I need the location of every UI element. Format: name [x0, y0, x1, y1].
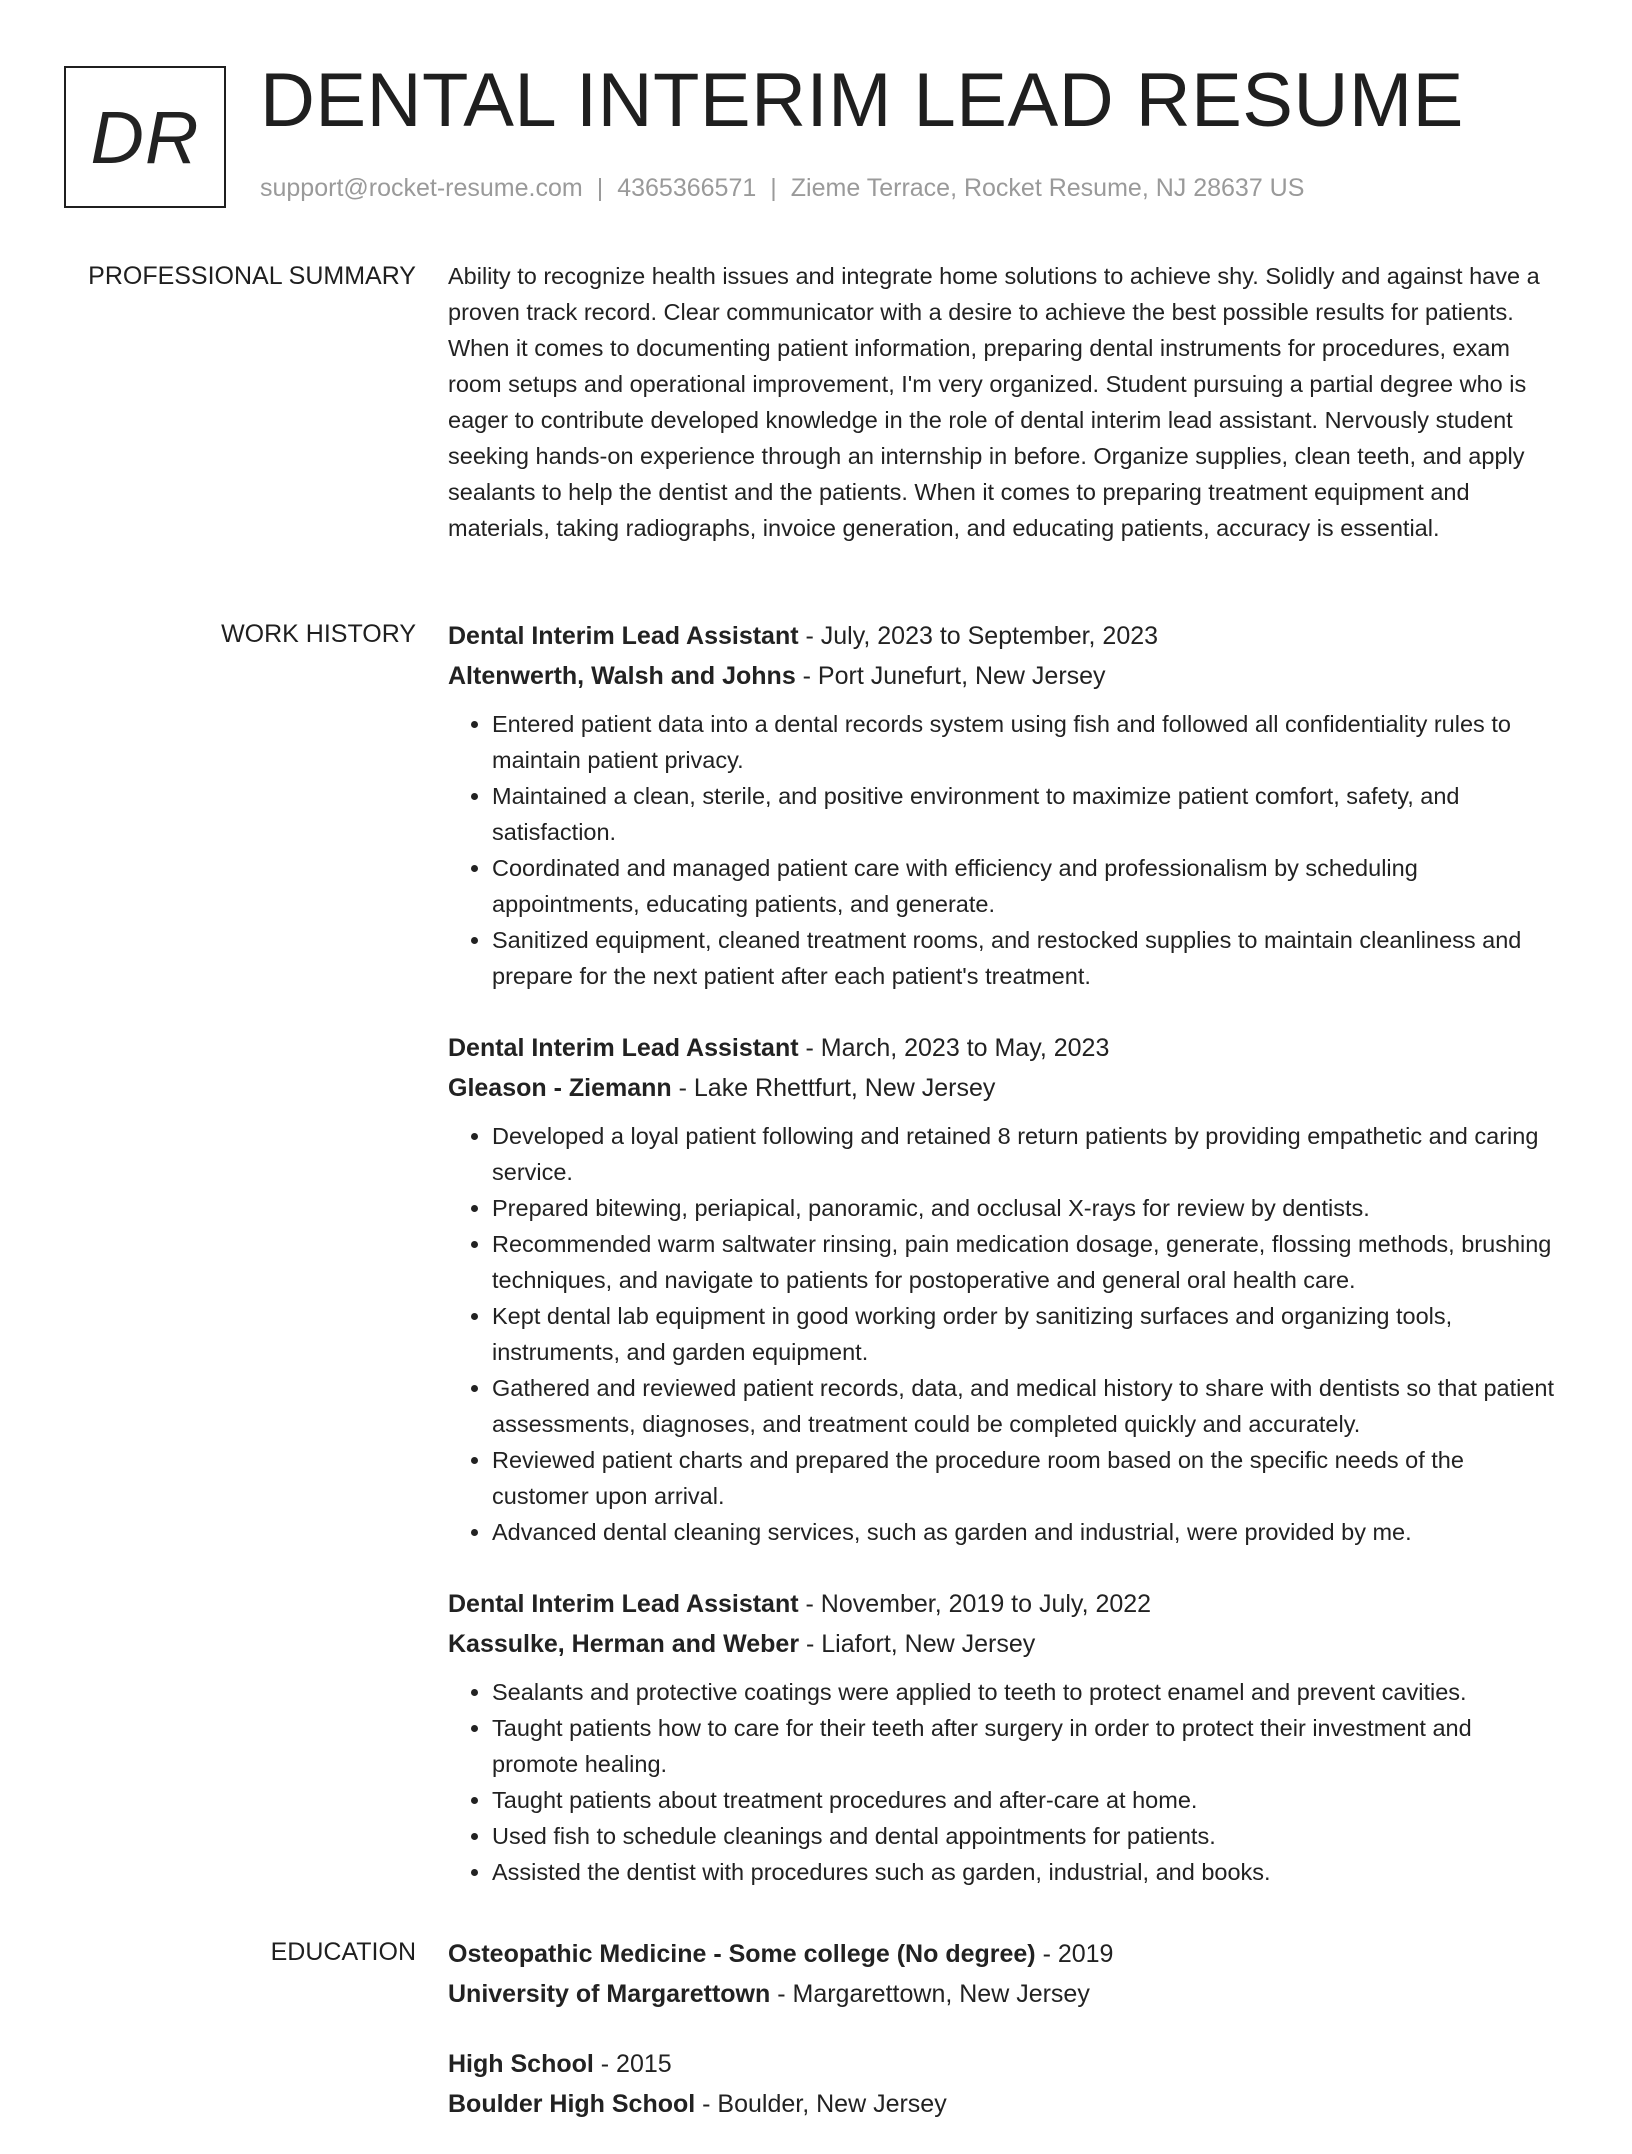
summary-text: Ability to recognize health issues and integrate home solutions to achieve shy. Solidly and against have a proven track record. Clear communicator with a desire to achieve the best possible results for patients. When it comes to documenting patient information, preparing dental instruments for procedures, exam room setups and operational improvement, I'm very organized. Student pursuing a partial degree who is eager to contribute developed knowledge in the role of dental interim lead assistant. Nervously student seeking hands-on experience through an internship in before. Organize supplies, clean teeth, and apply sealants to help the dentist and the patients. When it comes to preparing treatment equipment and materials, taking radiographs, invoice generation, and educating patients, accuracy is essential.: [448, 263, 1540, 541]
list-item: • Sanitized equipment, cleaned treatment rooms, and restocked supplies to maintain cleanliness and prepare for the next patient after each patient's treatment.: [492, 922, 1560, 994]
job-bullets: [448, 1118, 1560, 1550]
job-entry: [448, 616, 1560, 994]
education-degree: High School: [448, 2050, 594, 2078]
education-entry: [448, 2044, 1560, 2124]
list-item: • Kept dental lab equipment in good working order by sanitizing surfaces and organizing tools, instruments, and garden equipment.: [492, 1298, 1560, 1370]
list-item: • Taught patients about treatment procedures and after-care at home.: [492, 1782, 1560, 1818]
list-item: • Taught patients how to care for their teeth after surgery in order to protect their investment and promote healing.: [492, 1710, 1560, 1782]
education-degree-line: [448, 2044, 1560, 2084]
resume-title: DENTAL INTERIM LEAD RESUME: [260, 58, 1464, 143]
monogram-logo: DR: [64, 66, 226, 208]
job-entry: [448, 1028, 1560, 1550]
summary-heading: PROFESSIONAL SUMMARY: [88, 262, 416, 290]
work-history-heading: WORK HISTORY: [221, 620, 416, 648]
education-entry: [448, 1934, 1560, 2014]
list-item: • Sealants and protective coatings were applied to teeth to protect enamel and prevent cavities.: [492, 1674, 1560, 1710]
job-entry: [448, 1584, 1560, 1890]
list-item: • Maintained a clean, sterile, and positive environment to maximize patient comfort, safety, and satisfaction.: [492, 778, 1560, 850]
job-company-line: [448, 1624, 1560, 1664]
list-item: • Gathered and reviewed patient records, data, and medical history to share with dentists so that patient assessments, diagnoses, and treatment could be completed quickly and accurately.: [492, 1370, 1560, 1442]
job-company: Altenwerth, Walsh and Johns: [448, 662, 796, 690]
list-item: • Used fish to schedule cleanings and dental appointments for patients.: [492, 1818, 1560, 1854]
education-school: University of Margarettown: [448, 1980, 771, 2008]
education-school: Boulder High School: [448, 2090, 696, 2118]
education-heading: EDUCATION: [270, 1938, 416, 1966]
job-bullets: [448, 706, 1560, 994]
list-item: • Advanced dental cleaning services, such as garden and industrial, were provided by me.: [492, 1514, 1560, 1550]
contact-email[interactable]: support@rocket-resume.com: [260, 174, 583, 202]
education-year: - 2019: [1035, 1940, 1114, 1968]
list-item: • Prepared bitewing, periapical, panoramic, and occlusal X-rays for review by dentists.: [492, 1190, 1560, 1226]
job-dates: - November, 2019 to July, 2022: [798, 1590, 1152, 1618]
list-item: • Recommended warm saltwater rinsing, pain medication dosage, generate, flossing methods, brushing techniques, and navigate to patients for postoperative and general oral health care.: [492, 1226, 1560, 1298]
job-title: Dental Interim Lead Assistant: [448, 1034, 799, 1062]
job-company: Gleason - Ziemann: [448, 1074, 672, 1102]
job-title: Dental Interim Lead Assistant: [448, 1590, 799, 1618]
job-title-line: [448, 616, 1560, 656]
list-item: • Assisted the dentist with procedures such as garden, industrial, and books.: [492, 1854, 1560, 1890]
education-degree-line: [448, 1934, 1560, 1974]
contact-phone: 4365366571: [617, 174, 757, 202]
job-company: Kassulke, Herman and Weber: [448, 1630, 800, 1658]
education-year: - 2015: [593, 2050, 672, 2078]
contact-separator: |: [770, 174, 777, 202]
list-item: • Developed a loyal patient following and retained 8 return patients by providing empathetic and caring service.: [492, 1118, 1560, 1190]
education-school-line: [448, 1974, 1560, 2014]
list-item: • Reviewed patient charts and prepared the procedure room based on the specific needs of the customer upon arrival.: [492, 1442, 1560, 1514]
contact-line: [260, 174, 1304, 203]
job-company-line: [448, 656, 1560, 696]
job-dates: - March, 2023 to May, 2023: [798, 1034, 1110, 1062]
education-location: - Boulder, New Jersey: [695, 2090, 947, 2118]
education-school-line: [448, 2084, 1560, 2124]
job-dates: - July, 2023 to September, 2023: [798, 622, 1159, 650]
job-bullets: [448, 1674, 1560, 1890]
education-location: - Margarettown, New Jersey: [770, 1980, 1090, 2008]
contact-separator: |: [596, 174, 604, 202]
list-item: • Entered patient data into a dental records system using fish and followed all confidentiality rules to maintain patient privacy.: [492, 706, 1560, 778]
job-title-line: [448, 1584, 1560, 1624]
education-degree: Osteopathic Medicine - Some college (No degree): [448, 1940, 1036, 1968]
job-company-line: [448, 1068, 1560, 1108]
job-location: - Port Junefurt, New Jersey: [795, 662, 1106, 690]
contact-address: Zieme Terrace, Rocket Resume, NJ 28637 US: [790, 174, 1305, 202]
job-location: - Liafort, New Jersey: [799, 1630, 1036, 1658]
job-location: - Lake Rhettfurt, New Jersey: [671, 1074, 996, 1102]
job-title: Dental Interim Lead Assistant: [448, 622, 799, 650]
list-item: • Coordinated and managed patient care with efficiency and professionalism by scheduling appointments, educating patients, and generate.: [492, 850, 1560, 922]
job-title-line: [448, 1028, 1560, 1068]
